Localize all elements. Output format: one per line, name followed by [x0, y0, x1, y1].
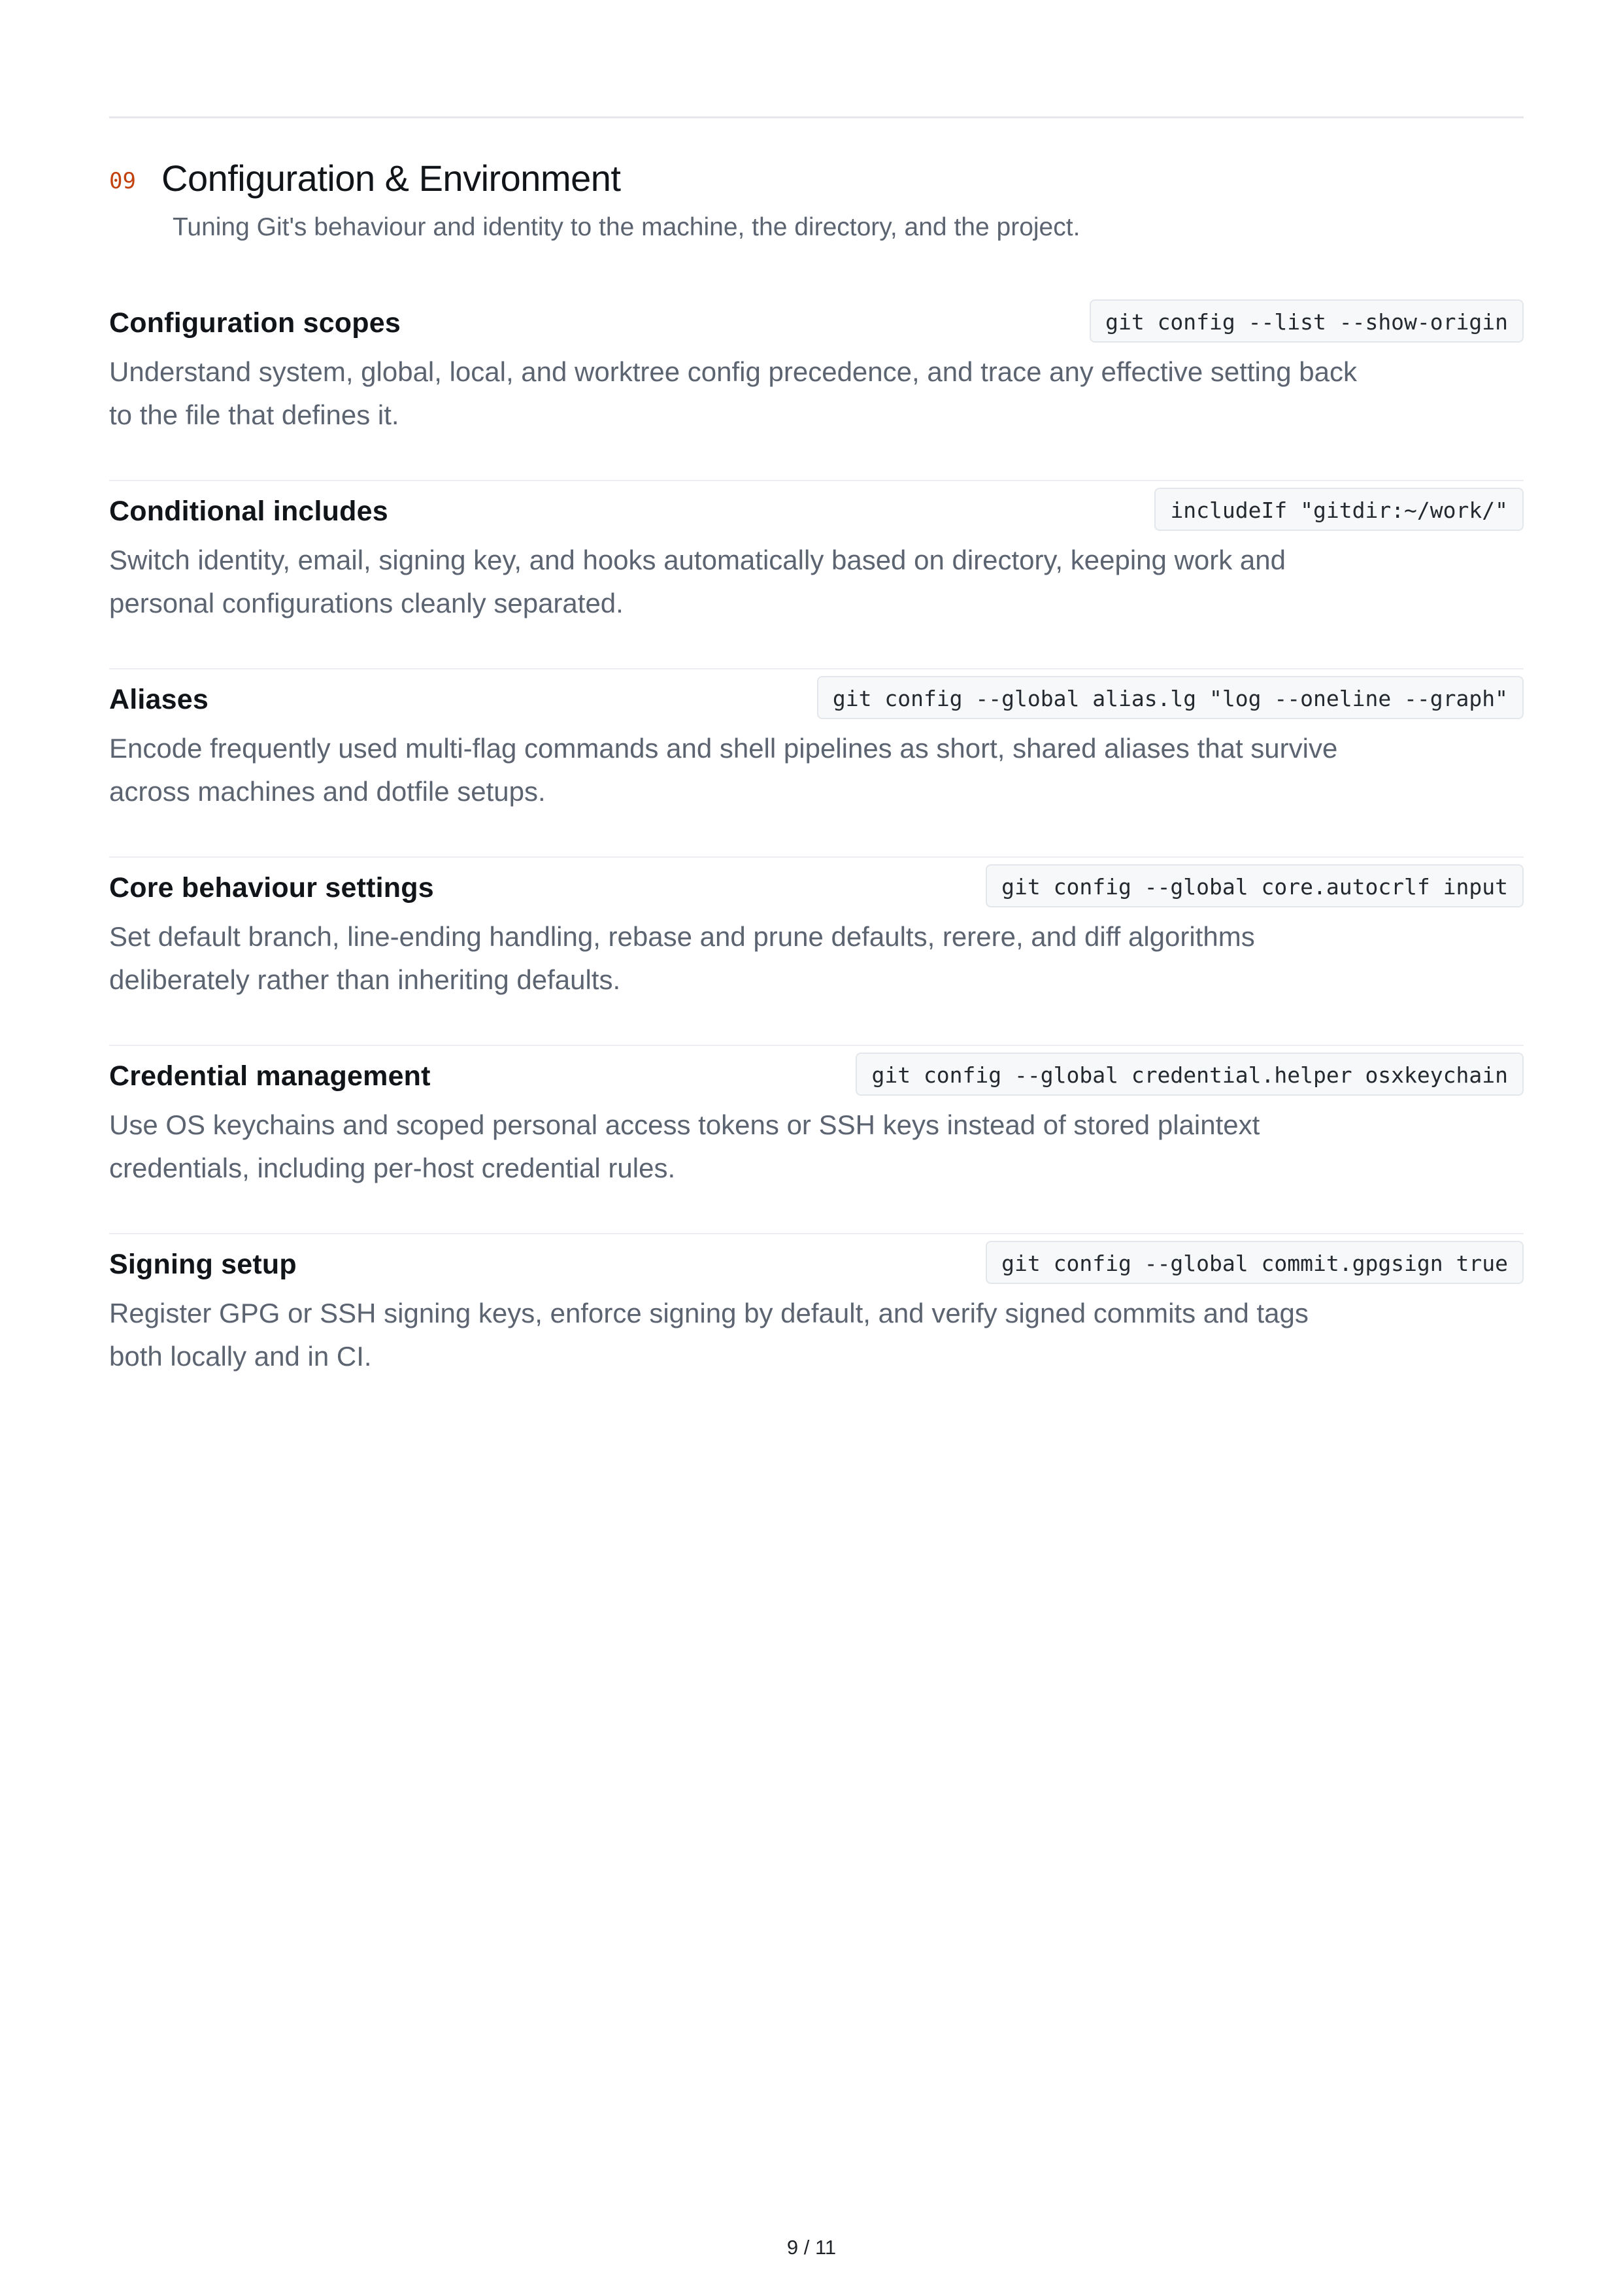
item-title: Aliases: [109, 684, 209, 715]
item-description: Register GPG or SSH signing keys, enforce signing by default, and verify signed commits and tags both locally and in CI.: [109, 1298, 1309, 1372]
section-subtitle: Tuning Git's behaviour and identity to the machine, the directory, and the project.: [173, 213, 1080, 241]
command-snippet: includeIf "gitdir:~/work/": [1154, 488, 1524, 531]
section-header: [109, 152, 1524, 204]
list-item: [109, 1234, 1524, 1423]
item-description: Use OS keychains and scoped personal access tokens or SSH keys instead of stored plaintext credentials, including per-host credential rules.: [109, 1109, 1260, 1183]
command-snippet: git config --global credential.helper osxkeychain: [856, 1053, 1524, 1096]
page-number: 9 / 11: [786, 2236, 837, 2259]
command-snippet: git config --global commit.gpgsign true: [986, 1241, 1524, 1284]
item-description: Encode frequently used multi-flag commands and shell pipelines as short, shared aliases that survive across machines and dotfile setups.: [109, 733, 1338, 807]
list-item: [109, 1046, 1524, 1234]
command-snippet: git config --global core.autocrlf input: [986, 864, 1524, 907]
top-divider: [109, 116, 1524, 118]
command-snippet: git config --global alias.lg "log --oneline --graph": [817, 676, 1524, 719]
document-page: [109, 0, 1524, 2296]
list-item: [109, 669, 1524, 858]
list-item: [109, 858, 1524, 1046]
item-title: Signing setup: [109, 1249, 297, 1280]
item-description: Understand system, global, local, and worktree config precedence, and trace any effective setting back to the file that defines it.: [109, 356, 1357, 430]
item-title: Credential management: [109, 1060, 431, 1092]
list-item: [109, 293, 1524, 481]
command-snippet: git config --list --show-origin: [1090, 299, 1524, 343]
section-number: 09: [109, 168, 136, 194]
section-title: Configuration & Environment: [161, 157, 621, 199]
list-item: [109, 481, 1524, 669]
item-description: Switch identity, email, signing key, and hooks automatically based on directory, keeping work and personal configurations cleanly separated.: [109, 545, 1286, 618]
item-title: Core behaviour settings: [109, 872, 434, 903]
item-title: Conditional includes: [109, 496, 388, 527]
item-title: Configuration scopes: [109, 307, 401, 339]
item-description: Set default branch, line-ending handling, rebase and prune defaults, rerere, and diff algorithms deliberately rather than inheriting defaults.: [109, 921, 1255, 995]
